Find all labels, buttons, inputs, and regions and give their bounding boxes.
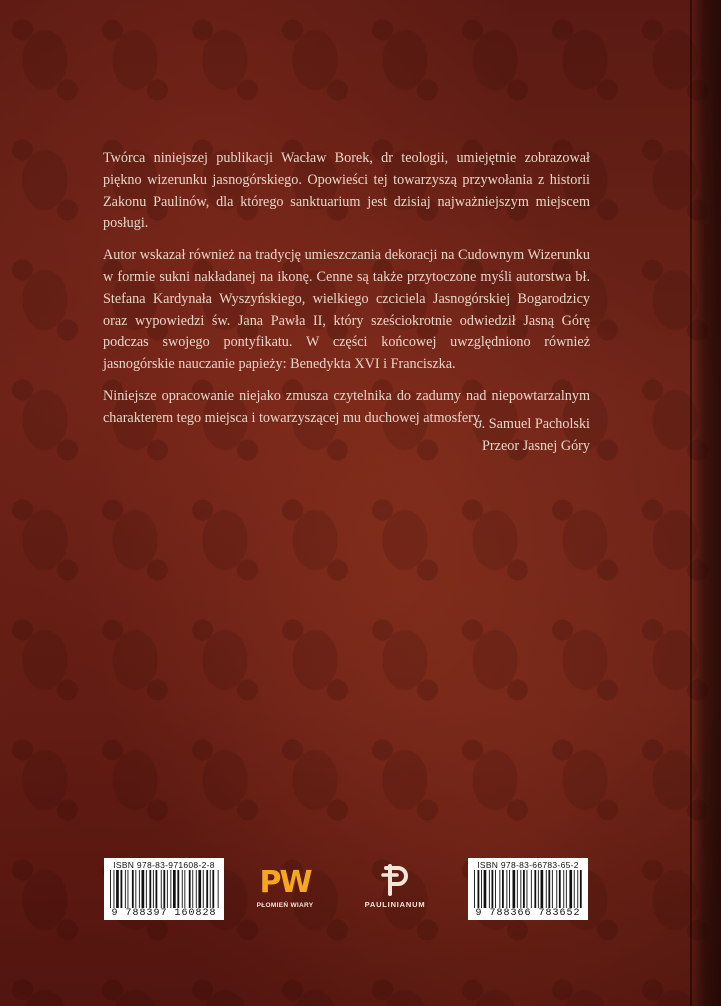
- barcode-bar: [161, 870, 162, 908]
- barcode-bar: [506, 870, 507, 908]
- barcode-bar: [210, 870, 211, 908]
- barcode-bar: [196, 870, 197, 908]
- barcode-bar: [132, 870, 134, 908]
- barcode-bar: [478, 870, 480, 908]
- book-spine-shadow: [691, 0, 721, 1006]
- blurb-text: [103, 148, 590, 440]
- barcode-digits-left: 9 788397 160828: [111, 908, 217, 919]
- barcode-bar: [125, 870, 126, 908]
- barcode-bar: [481, 870, 482, 908]
- barcode-bar: [203, 870, 204, 908]
- barcode-bar: [128, 870, 129, 908]
- barcode-bar: [580, 870, 582, 908]
- barcode-bar: [574, 870, 575, 908]
- barcode-bar: [474, 870, 475, 908]
- barcode-bar: [559, 870, 561, 908]
- barcode-bar: [114, 870, 115, 908]
- barcode-bars-right: [472, 870, 584, 908]
- barcode-bar: [170, 870, 171, 908]
- barcode-bar: [499, 870, 500, 908]
- barcode-digits-right: 9 788366 783652: [475, 908, 581, 919]
- barcode-bar: [121, 870, 123, 908]
- barcode-bar: [495, 870, 496, 908]
- barcode-bar: [489, 870, 490, 908]
- blurb-paragraph-2: Autor wskazał również na tradycję umieszczania dekoracji na Cudownym Wizerunku w formie sukni nakładanej na ikonę. Cenne są także przytoczone myśli autorstwa bł. Stefana Kardynała Wyszyńskiego, wielkiego czciciela Jasnogórskiej Bogarodzicy oraz wypowiedzi św. Jana Pawła II, który sześciokrotnie odwiedził Jasną Górę podczas swojego pontyfikatu. W części końcowej uwzględniono również jasnogórskie nauczanie papieży: Benedykta XVI i Franciszka.: [103, 247, 590, 373]
- plomien-wiary-logo: [250, 866, 320, 920]
- barcode-bar: [182, 870, 183, 908]
- barcode-bar: [569, 870, 572, 908]
- barcode-bar: [218, 870, 219, 908]
- paulinianum-logo: [355, 862, 435, 920]
- plomien-wiary-caption: PŁOMIEŃ WIARY: [256, 902, 314, 909]
- barcode-bar: [167, 870, 168, 908]
- barcode-bar: [513, 870, 516, 908]
- barcode-bar: [531, 870, 532, 908]
- plomien-wiary-mark: [250, 866, 320, 900]
- barcode-bar: [552, 870, 553, 908]
- barcode-bar: [517, 870, 518, 908]
- barcode-bar: [153, 870, 154, 908]
- blurb-paragraph-3: Niniejsze opracowanie niejako zmusza czytelnika do zadumy nad niepowtarzalnym charakterem tego miejsca i towarzyszącej mu duchowej atmosfery.: [103, 387, 590, 426]
- barcode-bar: [156, 870, 158, 908]
- barcode-bar: [492, 870, 494, 908]
- barcode-bar: [110, 870, 111, 908]
- isbn-label-right: ISBN 978-83-66783-65-2: [477, 860, 579, 870]
- barcode-bar: [184, 870, 185, 908]
- barcode-bar: [149, 870, 151, 908]
- barcode-bars-left: [108, 870, 220, 908]
- barcode-bar: [527, 870, 528, 908]
- barcode-right: [468, 858, 588, 920]
- barcode-bar: [502, 870, 504, 908]
- barcode-bar: [173, 870, 176, 908]
- barcode-bar: [538, 870, 539, 908]
- barcode-bar: [206, 870, 208, 908]
- barcode-bar: [146, 870, 147, 908]
- barcode-bar: [484, 870, 487, 908]
- signature-title: Przeor Jasnej Góry: [482, 438, 590, 454]
- barcode-bar: [534, 870, 536, 908]
- signature-name: o. Samuel Pacholski: [474, 416, 590, 432]
- barcode-bar: [566, 870, 567, 908]
- isbn-label-left: ISBN 978-83-971608-2-8: [113, 860, 215, 870]
- barcode-bar: [546, 870, 547, 908]
- barcode-bar: [192, 870, 193, 908]
- barcode-bar: [116, 870, 119, 908]
- barcode-bar: [177, 870, 179, 908]
- barcode-bar: [139, 870, 140, 908]
- barcode-bar: [198, 870, 201, 908]
- paulinianum-symbol-icon: [380, 862, 410, 896]
- barcode-bar: [556, 870, 557, 908]
- signature-block: [400, 413, 590, 457]
- barcode-bar: [509, 870, 510, 908]
- barcode-bar: [563, 870, 564, 908]
- barcode-left: [104, 858, 224, 920]
- barcode-bar: [523, 870, 525, 908]
- barcode-bar: [577, 870, 578, 908]
- barcode-bar: [163, 870, 165, 908]
- barcode-bar: [189, 870, 191, 908]
- barcode-bar: [135, 870, 136, 908]
- barcode-bar: [212, 870, 214, 908]
- blurb-paragraph-1: Twórca niniejszej publikacji Wacław Borek, dr teologii, umiejętnie zobrazował piękno wizerunku jasnogórskiego. Opowieści tej towarzyszą przywołania z historii Zakonu Paulinów, dla którego sanktuarium jest dzisiaj najważniejszym miejscem posługi.: [103, 150, 590, 232]
- barcode-bar: [142, 870, 145, 908]
- barcode-bar: [541, 870, 544, 908]
- barcode-bar: [520, 870, 521, 908]
- paulinianum-caption: PAULINIANUM: [364, 900, 426, 909]
- plomien-wiary-mark-text: PW: [259, 865, 311, 900]
- barcode-bar: [548, 870, 550, 908]
